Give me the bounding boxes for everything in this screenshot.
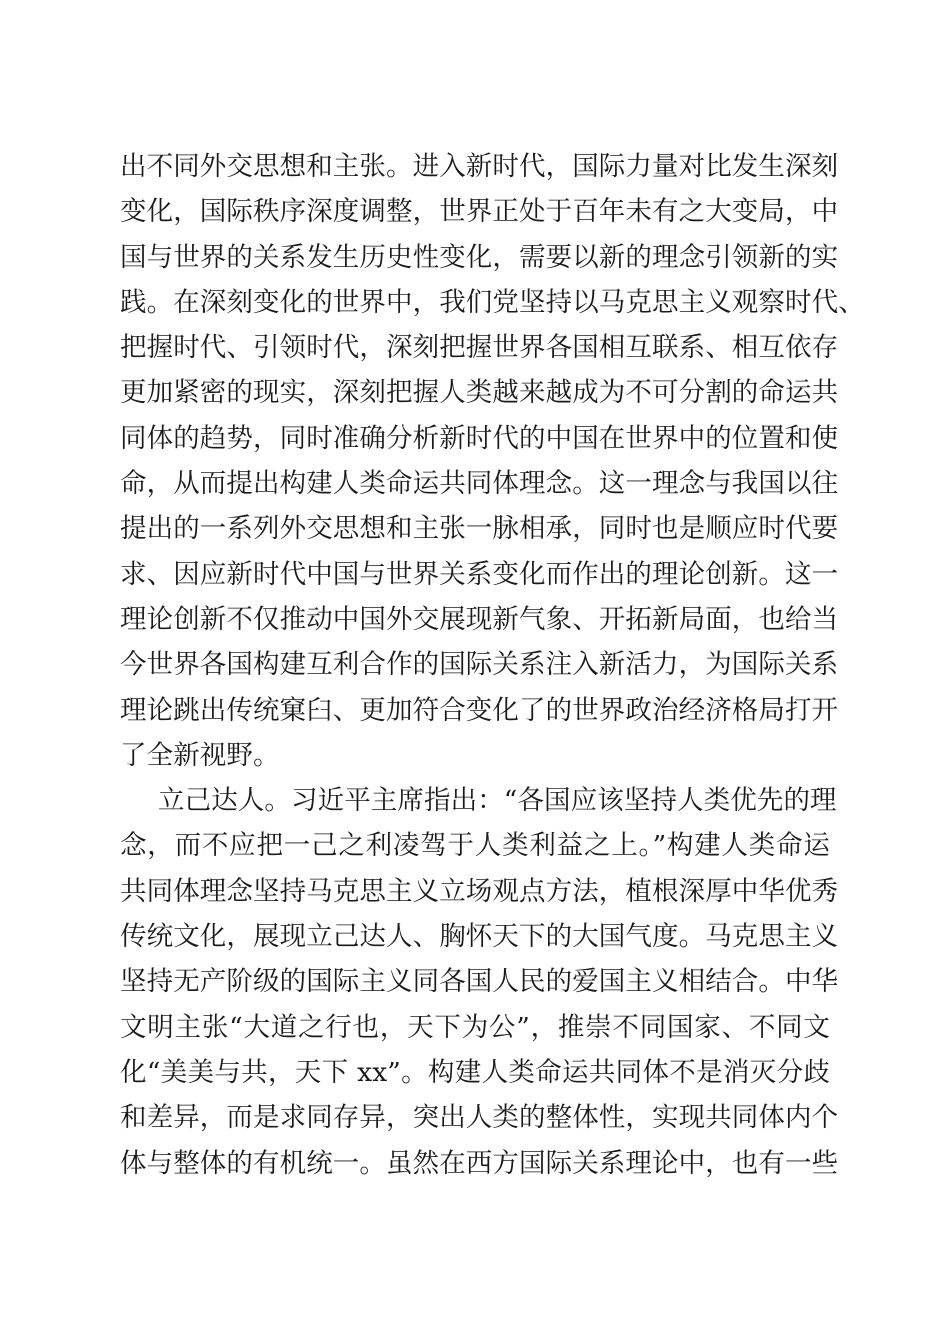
text-line: 理论创新不仅推动中国外交展现新气象、开拓新局面，也给当 — [120, 603, 839, 635]
text-line: 立己达人。习近平主席指出：“各国应该坚持人类优先的理 — [158, 785, 837, 817]
text-line: 更加紧密的现实，深刻把握人类越来越成为不可分割的命运共 — [120, 377, 839, 409]
text-line: 求、因应新时代中国与世界关系变化而作出的理论创新。这一 — [120, 558, 839, 590]
text-line: 把握时代、引领时代，深刻把握世界各国相互联系、相互依存 — [120, 332, 839, 364]
text-line: 变化，国际秩序深度调整，世界正处于百年未有之大变局，中 — [120, 196, 839, 228]
text-line: 和差异，而是求同存异，突出人类的整体性，实现共同体内个 — [120, 1102, 839, 1134]
text-line: 今世界各国构建互利合作的国际关系注入新活力，为国际关系 — [120, 649, 839, 681]
text-line: 同体的趋势，同时准确分析新时代的中国在世界中的位置和使 — [120, 422, 839, 454]
text-line: 文明主张“大道之行也，天下为公”，推崇不同国家、不同文 — [120, 1011, 830, 1043]
text-line: 提出的一系列外交思想和主张一脉相承，同时也是顺应时代要 — [120, 513, 839, 545]
text-line: 国与世界的关系发生历史性变化，需要以新的理念引领新的实 — [120, 241, 839, 273]
text-line: 坚持无产阶级的国际主义同各国人民的爱国主义相结合。中华 — [120, 966, 839, 998]
text-line: 了全新视野。 — [120, 739, 280, 771]
text-line: 命，从而提出构建人类命运共同体理念。这一理念与我国以往 — [120, 468, 839, 500]
text-line: 理论跳出传统窠臼、更加符合变化了的世界政治经济格局打开 — [120, 694, 839, 726]
body-text — [120, 144, 865, 1186]
text-line: 念，而不应把一己之利凌驾于人类利益之上。”构建人类命运 — [120, 830, 830, 862]
text-line: 共同体理念坚持马克思主义立场观点方法，植根深厚中华优秀 — [120, 875, 839, 907]
text-line: 践。在深刻变化的世界中，我们党坚持以马克思主义观察时代、 — [120, 286, 865, 318]
text-line: 出不同外交思想和主张。进入新时代，国际力量对比发生深刻 — [120, 151, 839, 182]
text-line: 体与整体的有机统一。虽然在西方国际关系理论中，也有一些 — [120, 1147, 839, 1179]
text-line: 传统文化，展现立己达人、胸怀天下的大国气度。马克思主义 — [120, 921, 839, 953]
paragraph-continuation — [120, 144, 865, 778]
paragraph-li-ji-da-ren — [120, 778, 839, 1186]
text-line: 化“美美与共，天下 xx”。构建人类命运共同体不是消灭分歧 — [120, 1056, 830, 1088]
